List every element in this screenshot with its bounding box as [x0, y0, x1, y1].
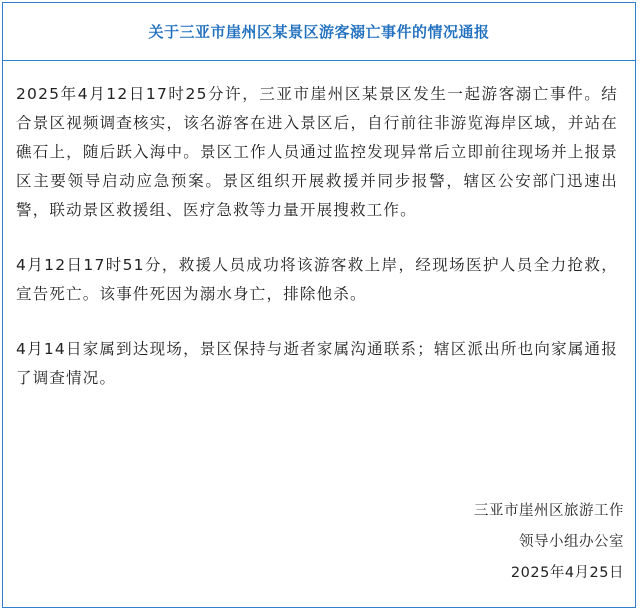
notice-body	[16, 80, 618, 419]
signature-block	[474, 496, 624, 589]
paragraph-rescue: 4月12日17时51分，救援人员成功将该游客救上岸，经现场医护人员全力抢救，宣告死亡。该事件死因为溺水身亡，排除他杀。	[16, 256, 618, 303]
paragraph-incident: 2025年4月12日17时25分许，三亚市崖州区某景区发生一起游客溺亡事件。结合景区视频调查核实，该名游客在进入景区后，自行前往非游览海岸区域，并站在礁石上，随后跃入海中。景区工作人员通过监控发现异常后立即前往现场并上报景区主要领导启动应急预案。景区组织开展救援并同步报警，辖区公安部门迅速出警，联动景区救援组、医疗急救等力量开展搜救工作。	[16, 85, 618, 219]
title-bar	[3, 3, 635, 61]
signature-date: 2025年4月25日	[510, 565, 624, 581]
paragraph-family: 4月14日家属到达现场，景区保持与逝者家属沟通联系；辖区派出所也向家属通报了调查情况。	[16, 340, 618, 387]
signature-org-line2: 领导小组办公室	[519, 534, 624, 550]
notice-title: 关于三亚市崖州区某景区游客溺亡事件的情况通报	[148, 23, 490, 41]
signature-org-line1: 三亚市崖州区旅游工作	[474, 503, 624, 519]
